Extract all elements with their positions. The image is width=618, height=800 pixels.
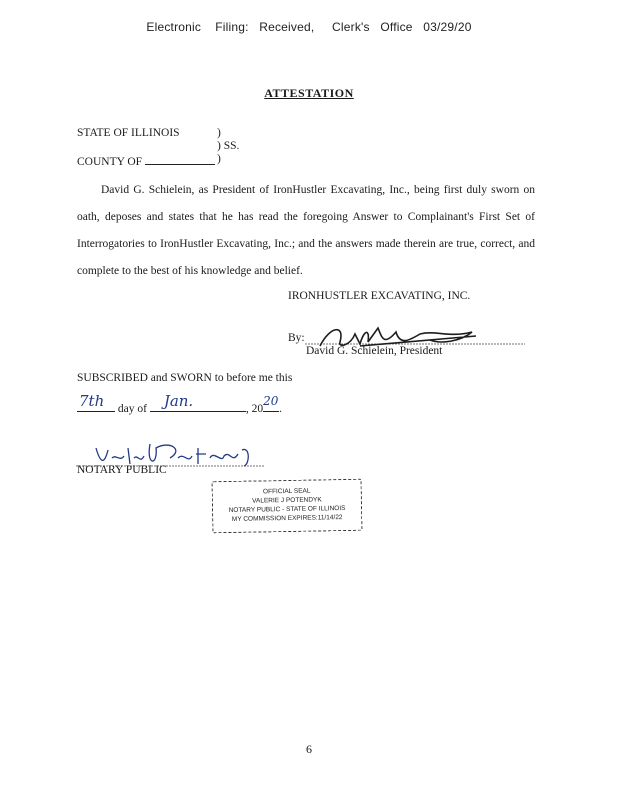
seal-line-4: MY COMMISSION EXPIRES:11/14/22 xyxy=(231,514,343,523)
seal-line-3: NOTARY PUBLIC - STATE OF ILLINOIS xyxy=(228,504,346,515)
seal-line-1: OFFICIAL SEAL xyxy=(262,487,311,496)
year-handwritten: 20 xyxy=(263,394,279,408)
year-prefix: , 20 xyxy=(245,403,264,415)
day-handwritten: 7th xyxy=(79,392,105,410)
page-number: 6 xyxy=(306,742,312,756)
page-title: ATTESTATION xyxy=(264,86,354,100)
signature-by-label: By: xyxy=(288,332,305,344)
venue-county xyxy=(77,153,215,168)
venue-state: STATE OF ILLINOIS xyxy=(77,127,180,139)
day-of-label: day of xyxy=(117,403,147,415)
venue-paren-2: ) xyxy=(217,153,221,165)
signer-name: David G. Schielein, President xyxy=(306,345,443,357)
notary-seal-stamp xyxy=(212,479,363,534)
county-blank-line xyxy=(145,153,215,165)
month-handwritten: Jan. xyxy=(163,392,194,410)
attestation-body xyxy=(77,177,535,285)
notary-label: NOTARY PUBLIC xyxy=(77,464,167,476)
venue-ss: ) SS. xyxy=(217,140,240,152)
venue-county-label: COUNTY OF xyxy=(77,156,143,168)
month-blank xyxy=(150,392,246,412)
venue-paren-1: ) xyxy=(217,127,221,139)
filing-stamp-header: Electronic Filing: Received, Clerk's Office 03/29/20 xyxy=(146,20,472,34)
attestation-paragraph: David G. Schielein, as President of IronHustler Excavating, Inc., being first duly sworn on oath, deposes and states that he has read the foregoing Answer to Complainant's First Set of Interrogatories to IronHustler Excavating, Inc.; and the answers made therein are true, correct, and complete to the best of his knowledge and belief. xyxy=(77,184,535,277)
day-blank xyxy=(77,392,115,412)
date-line: 7th day of Jan. , 20 20 . xyxy=(79,392,282,415)
seal-line-2: VALERIE J POTENDYK xyxy=(252,496,322,505)
company-name: IRONHUSTLER EXCAVATING, INC. xyxy=(288,290,471,302)
year-blank xyxy=(263,394,279,412)
subscribed-line: SUBSCRIBED and SWORN to before me this xyxy=(77,372,293,384)
